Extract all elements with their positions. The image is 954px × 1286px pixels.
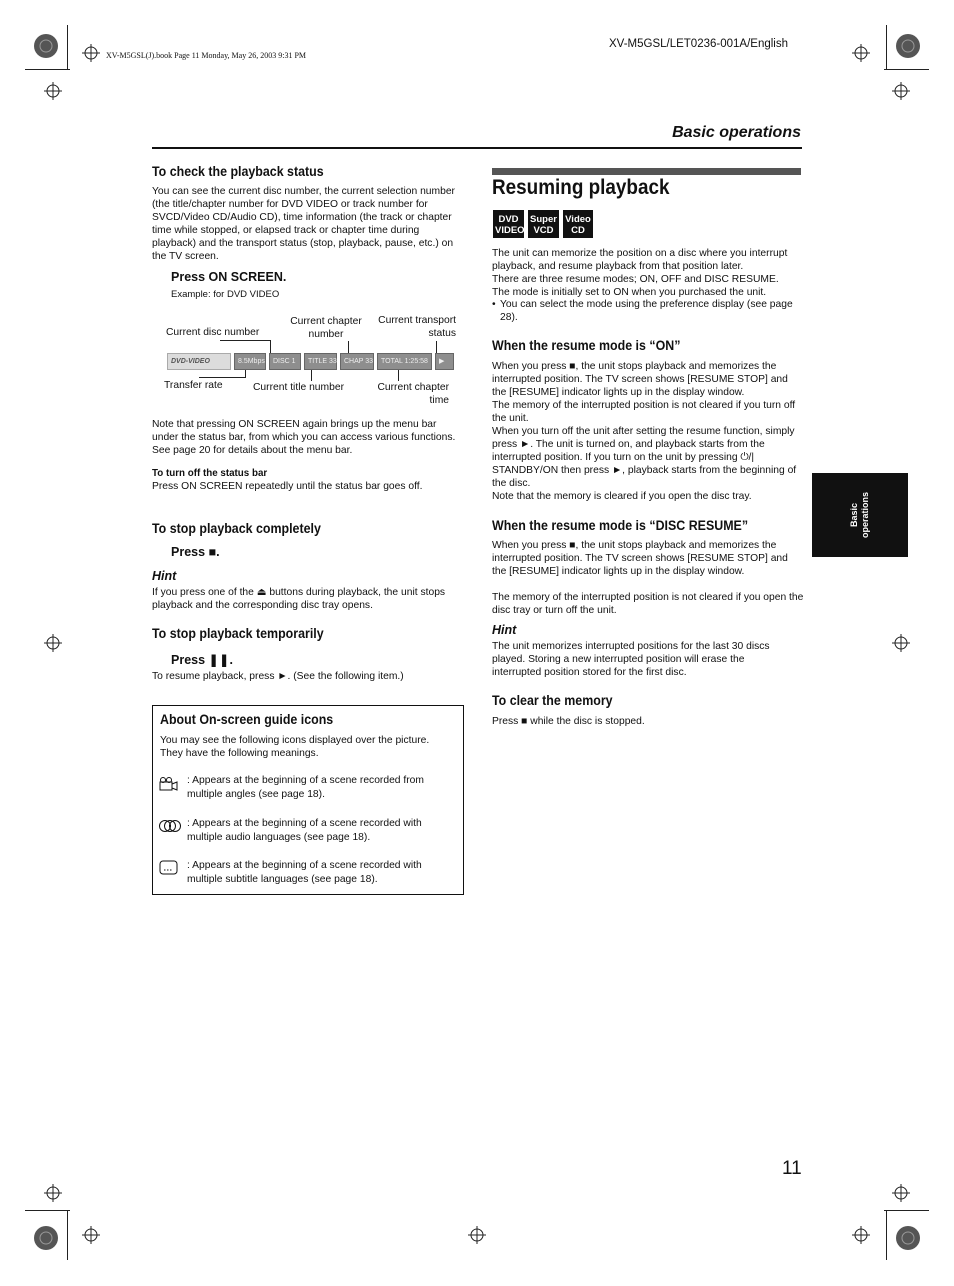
- side-tab: [812, 473, 908, 557]
- status-title: TITLE 33: [304, 353, 337, 370]
- guide-box-intro: You may see the following icons displayed over the picture. They have the following meanings.: [160, 735, 430, 759]
- press-stop: Press ■.: [171, 545, 220, 559]
- crosshair-icon: [44, 1184, 62, 1202]
- audio-language-icon: [158, 819, 182, 833]
- registration-circle-icon: [32, 32, 60, 60]
- registration-circle-icon: [894, 1224, 922, 1252]
- leader-line: [199, 377, 246, 378]
- resume-note: To resume playback, press ►. (See the following item.): [152, 671, 404, 682]
- callout-title-number: Current title number: [253, 382, 344, 393]
- hint-label: Hint: [152, 569, 177, 583]
- callout-current-disc: Current disc number: [166, 327, 260, 338]
- stop-temporarily-heading: To stop playback temporarily: [152, 626, 324, 641]
- header-rule: [152, 147, 802, 149]
- section-title: Basic operations: [672, 124, 801, 141]
- clear-memory-heading: To clear the memory: [492, 693, 613, 708]
- crop-mark: [25, 69, 70, 70]
- crosshair-icon: [852, 1226, 870, 1244]
- doc-code: XV-M5GSL/LET0236-001A/English: [609, 38, 788, 50]
- crop-mark: [25, 1210, 70, 1211]
- crop-mark: [67, 1210, 68, 1260]
- resume-hint-body: The unit memorizes interrupted positions for the last 30 discs played. Storing a new interrupted position will erase the interrupted position stored for the first disc.: [492, 641, 770, 678]
- crosshair-icon: [892, 82, 910, 100]
- crop-mark: [886, 25, 887, 70]
- mode-disc-heading: When the resume mode is “DISC RESUME”: [492, 518, 749, 533]
- crop-mark: [884, 69, 929, 70]
- crop-mark: [67, 25, 68, 70]
- crosshair-icon: [852, 44, 870, 62]
- crosshair-icon: [82, 1226, 100, 1244]
- super-vcd-logo: Super VCD: [528, 210, 559, 238]
- resume-hint-label: Hint: [492, 623, 517, 637]
- example-label: Example: for DVD VIDEO: [171, 289, 280, 300]
- callout-chapter-time: Current chapter time: [377, 382, 449, 406]
- status-total: TOTAL 1:25:58: [377, 353, 432, 370]
- guide-item-audio: : Appears at the beginning of a scene recorded with multiple audio languages (see page 18).: [187, 818, 422, 843]
- mode-on-heading: When the resume mode is “ON”: [492, 338, 681, 353]
- side-tab-label: Basic operations: [849, 492, 870, 539]
- resuming-playback-title: Resuming playback: [492, 176, 670, 199]
- book-info: XV-M5GSL(J).book Page 11 Monday, May 26, 2003 9:31 PM: [106, 51, 306, 60]
- callout-transport-status: Current transport status: [378, 315, 456, 339]
- crosshair-icon: [82, 44, 100, 62]
- callout-current-chapter-number: Current chapter number: [290, 316, 362, 340]
- check-status-heading: To check the playback status: [152, 164, 324, 179]
- preference-bullet: You can select the mode using the preference display (see page 28).: [500, 299, 793, 323]
- leader-line: [220, 340, 270, 341]
- subtitle-icon: [159, 860, 179, 876]
- menu-bar-note: Note that pressing ON SCREEN again brings up the menu bar under the status bar, from which you can access various functions. See page 20 for details about the menu bar.: [152, 419, 456, 456]
- camera-angle-icon: [159, 776, 179, 792]
- press-on-screen: Press ON SCREEN.: [171, 270, 287, 284]
- registration-circle-icon: [32, 1224, 60, 1252]
- clear-memory-body: Press ■ while the disc is stopped.: [492, 716, 645, 727]
- leader-line: [311, 370, 312, 381]
- mode-disc-body-2: The memory of the interrupted position is not cleared if you open the disc tray or turn off the unit.: [492, 592, 804, 616]
- press-pause: Press ❚❚.: [171, 653, 233, 667]
- stop-completely-heading: To stop playback completely: [152, 521, 321, 536]
- guide-icons-box: [152, 705, 464, 895]
- resume-intro: The unit can memorize the position on a disc where you interrupt playback, and resume playback from that position later. There are three resume modes; ON, OFF and DISC RESUME. The mode is initially set to ON when you purchased the unit.: [492, 248, 788, 298]
- crop-mark: [886, 1210, 887, 1260]
- status-disc: DISC 1: [269, 353, 301, 370]
- status-bar: [167, 353, 454, 370]
- turn-off-body: Press ON SCREEN repeatedly until the status bar goes off.: [152, 481, 423, 492]
- guide-item-angle: : Appears at the beginning of a scene recorded from multiple angles (see page 18).: [187, 775, 424, 800]
- check-status-body: You can see the current disc number, the current selection number (the title/chapter number for DVD VIDEO or track number for SVCD/Video CD/Audio CD), time information (the track or chapter time while stopped, or elapsed track or chapter time during playback) and the transport status (stop, playback, pause, etc.) on the TV screen.: [152, 186, 455, 262]
- callout-transfer-rate: Transfer rate: [164, 380, 223, 391]
- hint-body: If you press one of the ⏏ buttons during playback, the unit stops playback and the corresponding disc tray opens.: [152, 587, 446, 611]
- title-bar: [492, 168, 801, 175]
- page-number: 11: [782, 1158, 802, 1179]
- mode-disc-body-1: When you press ■, the unit stops playback and memorizes the interrupted position. The TV screen shows [RESUME STOP] and the [RESUME] indicator lights up in the display window.: [492, 540, 788, 577]
- crosshair-icon: [468, 1226, 486, 1244]
- status-rate: 8.5Mbps: [234, 353, 266, 370]
- status-logo: DVD-VIDEO: [167, 353, 231, 370]
- bullet-marker: •: [492, 299, 496, 310]
- crop-mark: [884, 1210, 929, 1211]
- registration-circle-icon: [894, 32, 922, 60]
- guide-box-title: About On-screen guide icons: [160, 712, 334, 727]
- status-chapter: CHAP 33: [340, 353, 374, 370]
- play-icon: ▶: [435, 353, 454, 370]
- crosshair-icon: [44, 82, 62, 100]
- leader-line: [270, 340, 271, 354]
- mode-on-body: When you press ■, the unit stops playback and memorizes the interrupted position. The TV screen shows [RESUME STOP] and the [RESUME] indicator lights up in the display window. The memory of the interrupted position is not cleared if you turn off the unit. When you turn off the unit after setting the resume function, simply press ►. The unit is turned on, and playback starts from the interrupted position. If you turn on the unit by pressing ⏻/| STANDBY/ON then press ►, playback starts from the beginning of the disc. Note that the memory is cleared if you open the disc tray.: [492, 361, 797, 502]
- video-cd-logo: Video CD: [563, 210, 593, 238]
- leader-line: [398, 370, 399, 381]
- crosshair-icon: [892, 634, 910, 652]
- crosshair-icon: [44, 634, 62, 652]
- turn-off-heading: To turn off the status bar: [152, 468, 268, 479]
- crosshair-icon: [892, 1184, 910, 1202]
- dvd-video-logo: DVD VIDEO: [493, 210, 524, 238]
- guide-item-subtitle: : Appears at the beginning of a scene recorded with multiple subtitle languages (see page 18).: [187, 860, 422, 885]
